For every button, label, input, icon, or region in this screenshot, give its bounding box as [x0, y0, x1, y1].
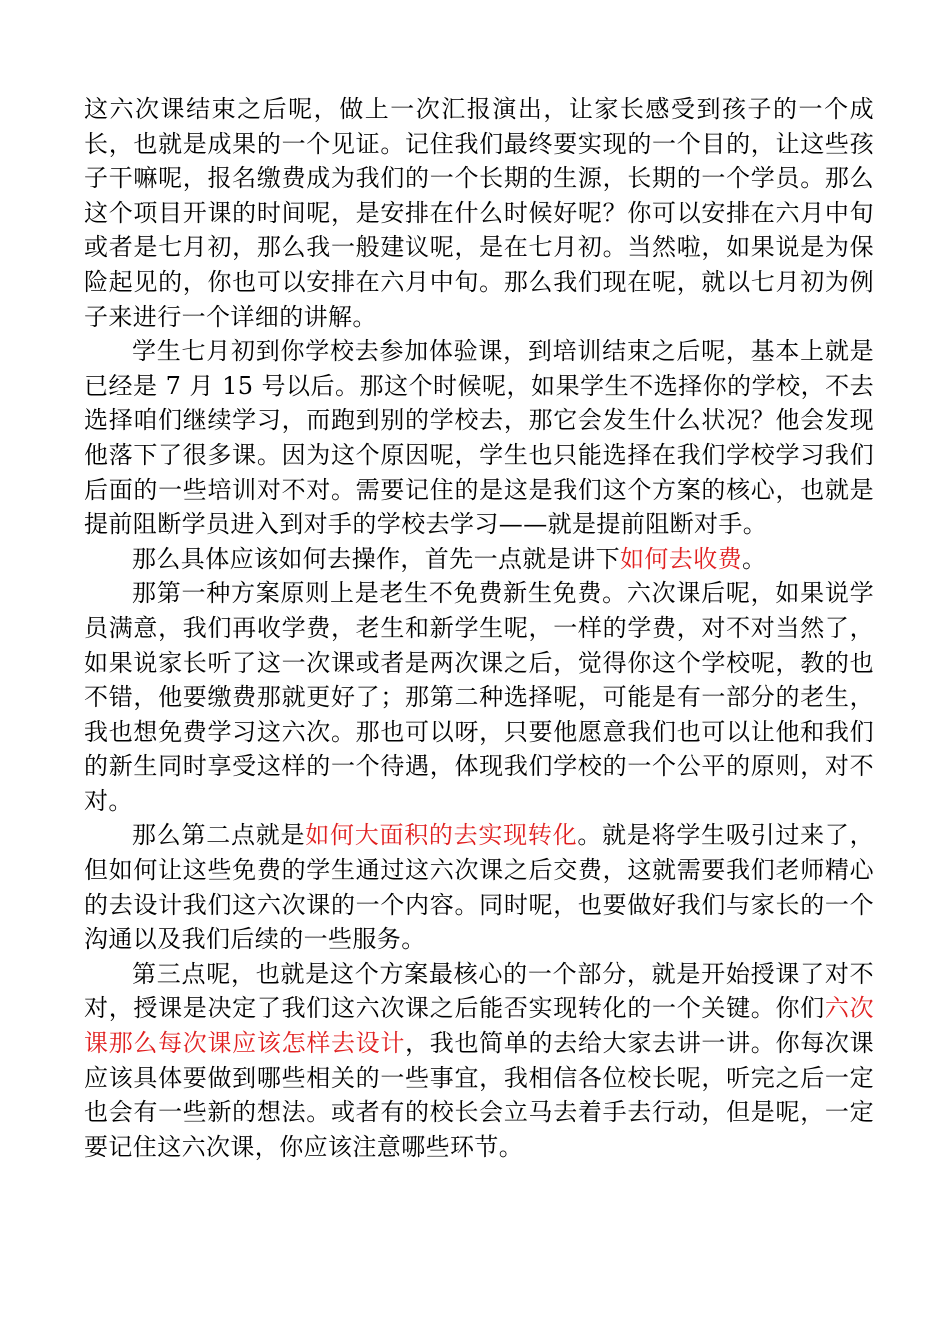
paragraph-text: 那第一种方案原则上是老生不免费新生免费。六次课后呢，如果说学员满意，我们再收学费，老生和新学生呢，一样的学费，对不对当然了，如果说家长听了这一次课或者是两次课之后，觉得你这个学校呢，教的也不错，他要缴费那就更好了；那第二种选择呢，可能是有一部分的老生，我也想免费学习这六次。那也可以呀，只要他愿意我们也可以让他和我们的新生同时享受这样的一个待遇，体现我们学校的一个公平的原则，对不对。: [84, 579, 874, 815]
paragraph-text: 这六次课结束之后呢，做上一次汇报演出，让家长感受到孩子的一个成长，也就是成果的一个见证。记住我们最终要实现的一个目的，让这些孩子干嘛呢，报名缴费成为我们的一个长期的生源，长期的一个学员。那么这个项目开课的时间呢，是安排在什么时候好呢？你可以安排在六月中旬或者是七月初，那么我一般建议呢，是在七月初。当然啦，如果说是为保险起见的，你也可以安排在六月中旬。那么我们现在呢，就以七月初为例子来进行一个详细的讲解。: [84, 95, 874, 331]
paragraph-trial-class: [84, 334, 874, 542]
paragraph-text: 。就是将学生吸引过来了，但如何让这些免费的学生通过这六次课之后交费，这就需要我们老师精心的去设计我们这六次课的一个内容。同时呢，也要做好我们与家长的一个沟通以及我们后续的一些服务。: [84, 821, 874, 954]
paragraph-conversion: [84, 818, 874, 956]
paragraph-class-design: [84, 957, 874, 1165]
document-page: [84, 92, 874, 1164]
paragraph-fee-options: [84, 576, 874, 818]
paragraph-fee-intro: [84, 542, 874, 577]
paragraph-text: 第三点呢，也就是这个方案最核心的一个部分，就是开始授课了对不对，授课是决定了我们这六次课之后能否实现转化的一个关键。你们: [84, 959, 874, 1023]
paragraph-text: 那么具体应该如何去操作，首先一点就是讲下: [132, 544, 620, 573]
paragraph-text: ，我也简单的去给大家去讲一讲。你每次课应该具体要做到哪些相关的一些事宜，我相信各位校长呢，听完之后一定也会有一些新的想法。或者有的校长会立马去着手去行动，但是呢，一定要记住这六次课，你应该注意哪些环节。: [84, 1029, 874, 1161]
paragraph-text: 学生七月初到你学校去参加体验课，到培训结束之后呢，基本上就是已经是 7 月 15 号以后。那这个时候呢，如果学生不选择你的学校，不去选择咱们继续学习，而跑到别的学校去，那它会发生什么状况？他会发现他落下了很多课。因为这个原因呢，学生也只能选择在我们学校学习我们后面的一些培训对不对。需要记住的是这是我们这个方案的核心，也就是提前阻断学员进入到对手的学校去学习——就是提前阻断对手。: [84, 337, 874, 539]
highlight-class-design: 六次课那么每次课应该怎样去设计: [84, 994, 874, 1058]
highlight-conversion: 如何大面积的去实现转化: [305, 821, 578, 850]
paragraph-intro: [84, 92, 874, 334]
paragraph-text: 。: [742, 544, 767, 573]
highlight-how-to-charge: 如何去收费: [620, 544, 742, 573]
paragraph-text: 那么第二点就是: [132, 821, 306, 850]
